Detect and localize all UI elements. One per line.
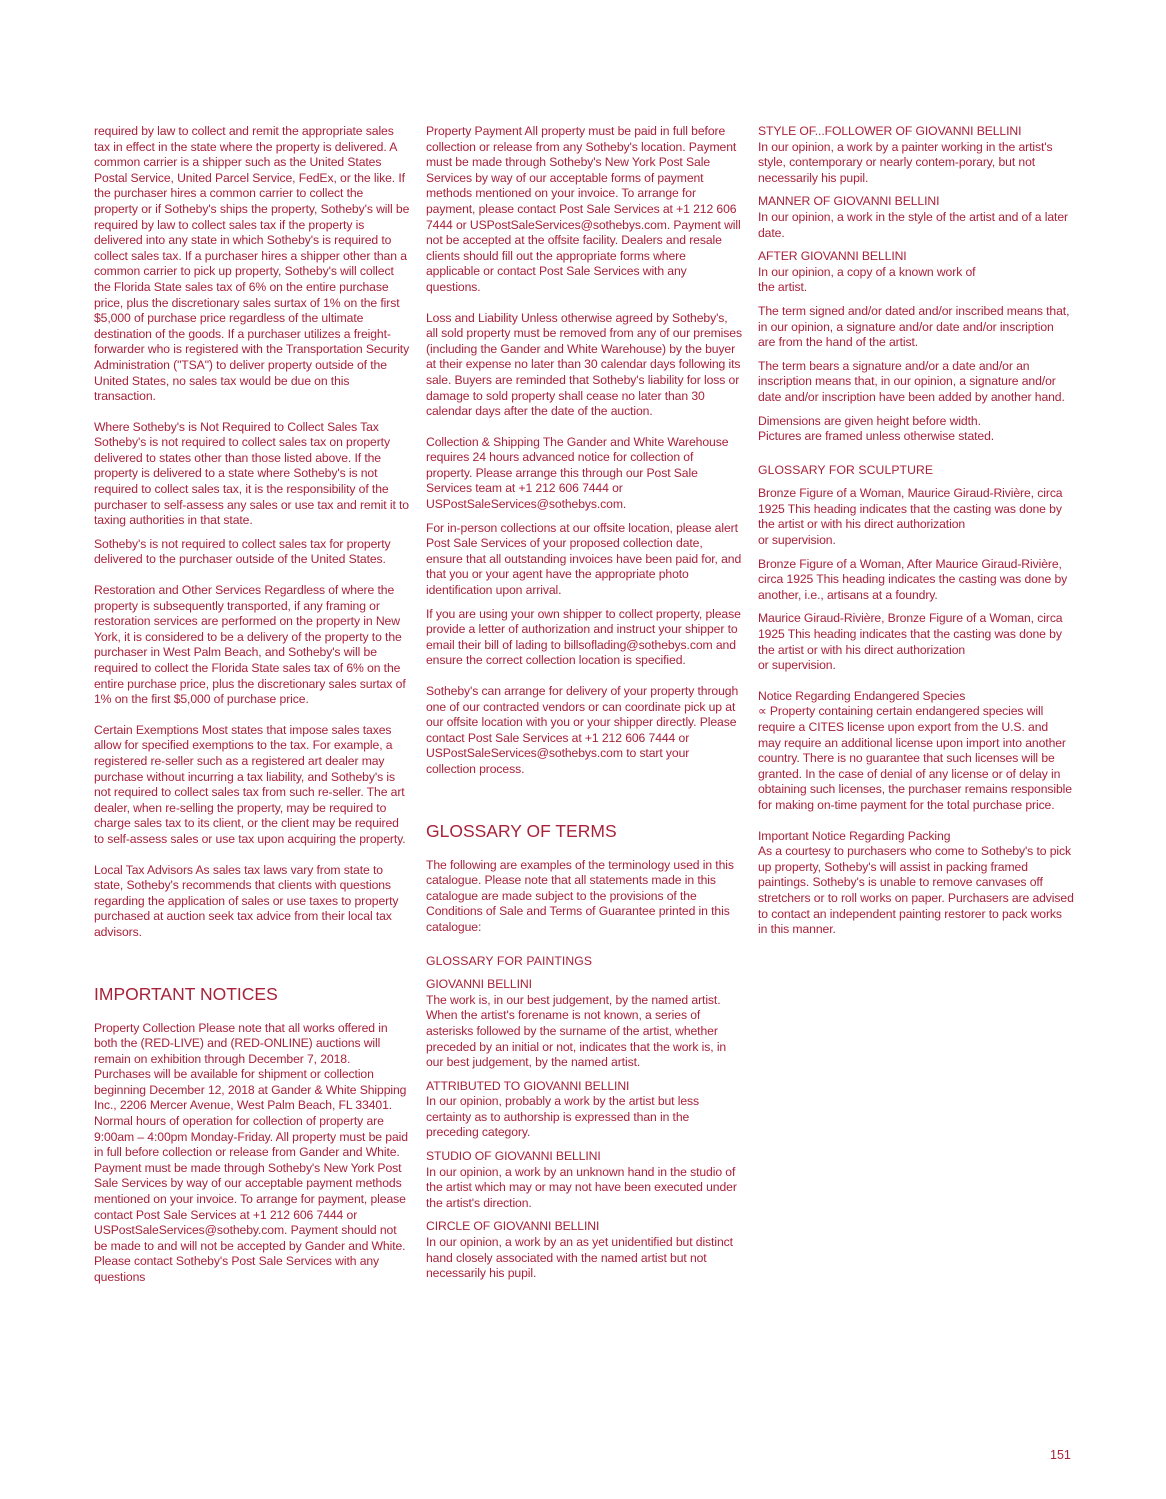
page-number: 151 xyxy=(1050,1448,1071,1462)
notice-title: Important Notice Regarding Packing xyxy=(758,828,951,843)
paintings-subheading: GLOSSARY FOR PAINTINGS xyxy=(426,953,593,968)
tax-advisors-paragraph: Local Tax Advisors As sales tax laws vary from state to state, Sotheby's recommends that clients with questions regarding the application of sales or use taxes to property purchased at auction seek tax advice from their local tax advisors. xyxy=(94,862,399,939)
property-payment-paragraph: Property Payment All property must be paid in full before collection or release from any Sotheby's location. Payment must be made through Sotheby's New York Post Sale Services by way of our acceptable forms of payment methods mentioned on your invoice. To arrange for payment, please contact Post Sale Services at +1 212 606 7444 or USPostSaleServices@sothebys.com. Payment will not be accepted at the offsite facility. Dealers and resale clients should fill out the appropriate forms where applicable or contact Post Sale Services with any questions. xyxy=(426,124,741,294)
glossary-entry xyxy=(426,1149,742,1211)
sculpture-entry: Bronze Figure of a Woman, After Maurice Giraud-Rivière, circa 1925 This heading indicates the casting was done by another, i.e., artisans at a foundry. xyxy=(758,556,1068,602)
column-right xyxy=(758,124,1074,946)
sculpture-entry: Bronze Figure of a Woman, Maurice Giraud-Rivière, circa 1925 This heading indicates that the casting was done by the artist or with his direct authorization or supervision. xyxy=(758,486,1063,548)
restoration-paragraph: Restoration and Other Services Regardless of where the property is subsequently transported, if any framing or restoration services are performed on the property in New York, it is considered to be a delivery of the property to the purchaser in West Palm Beach, and Sotheby's will be required to collect the Florida State sales tax of 6% on the entire purchase price, plus the discretionary sales surtax of 1% on the first $5,000 of purchase price. xyxy=(94,583,406,707)
delivery-paragraph: Sotheby's can arrange for delivery of your property through one of our contracted vendors or can coordinate pick up at our offsite location with you or your shipper directly. Please contact Post Sale Services at +1 212 606 7444 or USPostSaleServices@sothebys.com to start your collection process. xyxy=(426,684,739,776)
glossary-entry-text: In our opinion, a work in the style of the artist and of a later date. xyxy=(758,209,1068,240)
glossary-entry-title: MANNER OF GIOVANNI BELLINI xyxy=(758,194,940,209)
glossary-entry xyxy=(758,249,1074,296)
exemptions-paragraph: Certain Exemptions Most states that impose sales taxes allow for specified exemptions to the tax. For example, a registered re-seller such as a registered art dealer may purchase without incurring a tax liability, and Sotheby's is not required to collect sales tax from such re-seller. The art dealer, when re-selling the property, may be required to charge sales tax to its client, or the client may be required to self-assess sales or use tax upon acquiring the property. xyxy=(94,722,406,846)
glossary-entry-text: In our opinion, a copy of a known work of the artist. xyxy=(758,264,976,295)
glossary-entry-title: CIRCLE OF GIOVANNI BELLINI xyxy=(426,1219,600,1234)
glossary-entry-title: ATTRIBUTED TO GIOVANNI BELLINI xyxy=(426,1078,630,1093)
notice-text: ∝ Property containing certain endangered species will require a CITES license upon export from the U.S. and may require an additional license upon import into another country. There is no guarantee that such licenses will be granted. In the case of denial of any license or of delay in obtaining such licenses, the purchaser remains responsible for making on-time payment for the total purchase price. xyxy=(758,704,1072,812)
column-middle xyxy=(426,124,742,1290)
packing-notice xyxy=(758,829,1074,938)
glossary-entry xyxy=(426,977,742,1071)
sculpture-entry: Maurice Giraud-Rivière, Bronze Figure of a Woman, circa 1925 This heading indicates that the casting was done by the artist or with his direct authorization or supervision. xyxy=(758,611,1063,673)
glossary-entry-text: In our opinion, probably a work by the artist but less certainty as to authorship is expressed than in the preceding category. xyxy=(426,1094,700,1140)
notice-title: Notice Regarding Endangered Species xyxy=(758,688,966,703)
notice-text: As a courtesy to purchasers who come to Sotheby's to pick up property, Sotheby's will assist in packing framed paintings. Sotheby's is unable to remove canvases off stretchers or to roll works on paper. Purchasers are advised to contact an independent painting restorer to pack works in this manner. xyxy=(758,844,1074,937)
glossary-entry-text: In our opinion, a work by an as yet unidentified but distinct hand closely associated with the named artist but not necessarily his pupil. xyxy=(426,1235,733,1281)
glossary-entry xyxy=(426,1079,742,1141)
bears-signature-paragraph: The term bears a signature and/or a date and/or an inscription means that, in our opinion, a signature and/or date and/or inscription have been added by another hand. xyxy=(758,358,1065,404)
glossary-entry-title: GIOVANNI BELLINI xyxy=(426,977,532,992)
column-left xyxy=(94,124,410,1294)
signed-term-paragraph: The term signed and/or dated and/or inscribed means that, in our opinion, a signature and/or date and/or inscription are from the hand of the artist. xyxy=(758,303,1070,350)
sales-tax-paragraph: required by law to collect and remit the appropriate sales tax in effect in the state where the property is delivered. A common carrier is a shipper such as the United States Postal Service, United Parcel Service, FedEx, or the like. If the purchaser hires a common carrier to collect the property or if Sotheby's ships the property, Sotheby's will be required by law to collect sales tax if the property is delivered into any state in which Sotheby's is required to collect sales tax. If a purchaser hires a shipper other than a common carrier to pick up property, Sotheby's will collect the Florida State sales tax of 6% on the entire purchase price, plus the discretionary sales surtax of 1% on the first $5,000 of purchase price regardless of the ultimate destination of the goods. If a purchaser utilizes a freight-forwarder who is registered with the Transportation Security Administration ("TSA") to deliver property outside of the United States, no sales tax would be due on this transaction. xyxy=(94,124,410,404)
glossary-entry-title: AFTER GIOVANNI BELLINI xyxy=(758,249,907,264)
dimensions-paragraph: Dimensions are given height before width. Pictures are framed unless otherwise stated. xyxy=(758,413,995,444)
sculpture-subheading: GLOSSARY FOR SCULPTURE xyxy=(758,462,934,477)
glossary-entry xyxy=(758,194,1074,241)
in-person-paragraph: For in-person collections at our offsite location, please alert Post Sale Services of your proposed collection date, ensure that all outstanding invoices have been paid for, and that you or your agent have the appropriate photo identification upon arrival. xyxy=(426,520,742,598)
glossary-heading: GLOSSARY OF TERMS xyxy=(426,820,617,841)
collection-shipping-paragraph: Collection & Shipping The Gander and White Warehouse requires 24 hours advanced notice for collection of property. Please arrange this through our Post Sale Services team at +1 212 606 7444 or USPostSaleServices@sothebys.com. xyxy=(426,434,729,512)
loss-liability-paragraph: Loss and Liability Unless otherwise agreed by Sotheby's, all sold property must be removed from any of our premises (including the Gander and White Warehouse) by the buyer at their expense no later than 30 calendar days following its sale. Buyers are reminded that Sotheby's liability for loss or damage to sold property shall cease no later than 30 calendar days after the date of the auction. xyxy=(426,310,742,419)
endangered-species-notice xyxy=(758,689,1074,814)
glossary-entry-title: STYLE OF...FOLLOWER OF GIOVANNI BELLINI xyxy=(758,124,1022,138)
glossary-intro: The following are examples of the terminology used in this catalogue. Please note that all statements made in this catalogue are made subject to the provisions of the Conditions of Sale and Terms of Guarantee printed in this catalogue: xyxy=(426,857,734,934)
glossary-entry xyxy=(758,124,1074,186)
own-shipper-paragraph: If you are using your own shipper to collect property, please provide a letter of authorization and instruct your shipper to email their bill of lading to billsoflading@sothebys.com and ensure the correct collection location is specified. xyxy=(426,606,741,668)
glossary-entry-text: In our opinion, a work by an unknown hand in the studio of the artist which may or may not have been executed under the artist's direction. xyxy=(426,1164,737,1210)
glossary-entry-text: In our opinion, a work by a painter working in the artist's style, contemporary or nearly contem-porary, but not necessarily his pupil. xyxy=(758,139,1053,185)
outside-us-paragraph: Sotheby's is not required to collect sales tax for property delivered to the purchaser outside of the United States. xyxy=(94,536,391,567)
glossary-entry xyxy=(426,1219,742,1281)
important-notices-heading: IMPORTANT NOTICES xyxy=(94,983,278,1004)
property-collection-paragraph: Property Collection Please note that all works offered in both the (RED-LIVE) and (RED-ONLINE) auctions will remain on exhibition through December 7, 2018. Purchases will be available for shipment or collection beginning December 12, 2018 at Gander & White Shipping Inc., 2206 Mercer Avenue, West Palm Beach, FL 33401. Normal hours of operation for collection of property are 9:00am – 4:00pm Monday-Friday. All property must be paid in full before collection or release from Gander and White. Payment must be made through Sotheby's New York Post Sale Services by way of our acceptable payment methods mentioned on your invoice. To arrange for payment, please contact Post Sale Services at +1 212 606 7444 or USPostSaleServices@sotheby.com. Payment should not be made to and will not be accepted by Gander and White. Please contact Sotheby's Post Sale Services with any questions xyxy=(94,1020,408,1284)
glossary-entry-text: The work is, in our best judgement, by the named artist. When the artist's forename is not known, a series of asterisks followed by the surname of the artist, whether preceded by an initial or not, indicates that the work is, in our best judgement, by the named artist. xyxy=(426,992,727,1070)
glossary-entry-title: STUDIO OF GIOVANNI BELLINI xyxy=(426,1149,601,1164)
not-required-paragraph: Where Sotheby's is Not Required to Collect Sales Tax Sotheby's is not required to collect sales tax on property delivered to states other than those listed above. If the property is delivered to a state where Sotheby's is not required to collect sales tax, it is the responsibility of the purchaser to self-assess any sales or use tax and remit it to taxing authorities in that state. xyxy=(94,419,409,528)
